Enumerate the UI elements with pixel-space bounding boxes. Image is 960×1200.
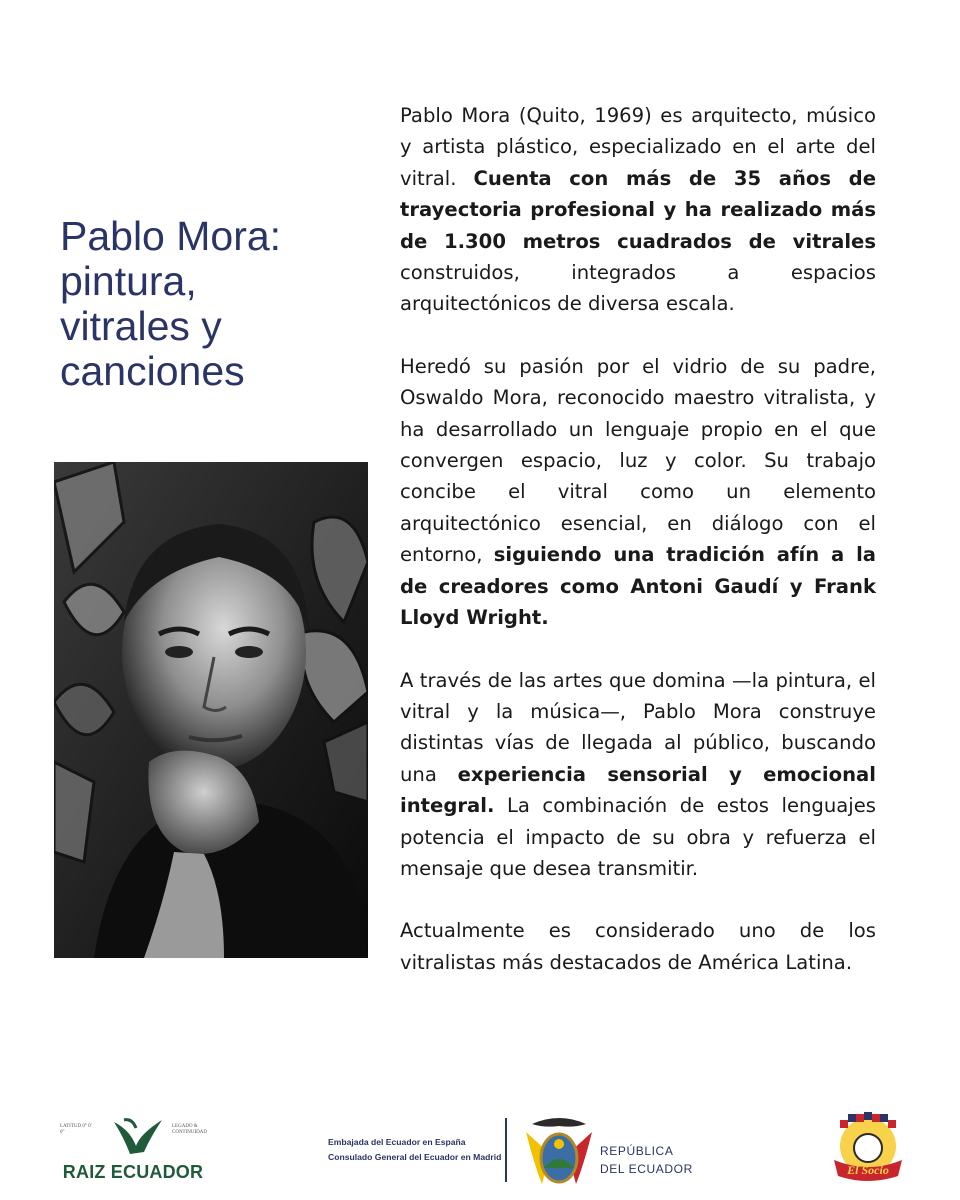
- title-line: pintura,: [60, 258, 197, 304]
- paragraph-bold-text: Cuenta con más de 35 años de trayectoria profesional y ha realizado más de 1.300 metros cuadrados de vitrales: [400, 166, 876, 253]
- divider: [505, 1118, 507, 1182]
- paragraph-bold-text: siguiendo una tradición afín a la de creadores como Antoni Gaudí y Frank Lloyd Wright.: [400, 543, 877, 630]
- republica-line: REPÚBLICA: [600, 1144, 674, 1158]
- article-body: [400, 100, 876, 1009]
- paragraph-1: [400, 100, 876, 320]
- footer-logos: [0, 1100, 960, 1200]
- republica-text: [600, 1142, 720, 1178]
- paragraph-text: La combinación de estos lenguajes potencia el impacto de su obra y refuerza el mensaje que desea transmitir.: [400, 794, 876, 880]
- raiz-latitude-text: LATITUD 0° 0' 0": [60, 1124, 92, 1135]
- title-line: vitrales y: [60, 303, 222, 349]
- paragraph-text: Pablo Mora (Quito, 1969) es arquitecto, músico y artista plástico, especializado en el arte del vitral.: [400, 104, 876, 190]
- consulate-line: Consulado General del Ecuador en Madrid: [328, 1152, 502, 1162]
- title-line: Pablo Mora:: [60, 213, 282, 259]
- coat-of-arms-icon: [524, 1114, 594, 1190]
- condor-icon: [110, 1116, 166, 1158]
- embassy-text: [328, 1135, 508, 1165]
- paragraph-3: [400, 665, 876, 885]
- portrait-image: [54, 462, 368, 958]
- portrait-photo: [54, 462, 368, 958]
- paragraph-bold-text: experiencia sensorial y emocional integral.: [400, 762, 876, 818]
- paragraph-text: Heredó su pasión por el vidrio de su padre, Oswaldo Mora, reconocido maestro vitralista, y ha desarrollado un lenguaje propio en el que convergen espacio, luz y color. Su trabajo concibe el vitral como un elemento arquitectónico esencial, en diálogo con el entorno,: [400, 354, 876, 567]
- raiz-legacy-text: LEGADO & CONTINUIDAD: [172, 1124, 207, 1135]
- paragraph-4: Actualmente es considerado uno de los vitralistas más destacados de América Latina.: [400, 919, 876, 974]
- el-socio-text: El Socio: [847, 1163, 889, 1177]
- el-socio-logo: [828, 1112, 908, 1188]
- del-ecuador-line: DEL ECUADOR: [600, 1162, 693, 1176]
- title-line: canciones: [60, 348, 245, 394]
- paragraph-text: construidos, integrados a espacios arquitectónicos de diversa escala.: [400, 261, 876, 316]
- raiz-ecuador-name: RAIZ ECUADOR: [62, 1162, 204, 1182]
- paragraph-2: [400, 351, 876, 634]
- raiz-ecuador-logo: [58, 1114, 218, 1184]
- page-title: [60, 214, 360, 394]
- paragraph-text: A través de las artes que domina —la pintura, el vitral y la música—, Pablo Mora construye distintas vías de llegada al público, buscando una: [400, 668, 876, 786]
- embassy-line: Embajada del Ecuador en España: [328, 1137, 466, 1147]
